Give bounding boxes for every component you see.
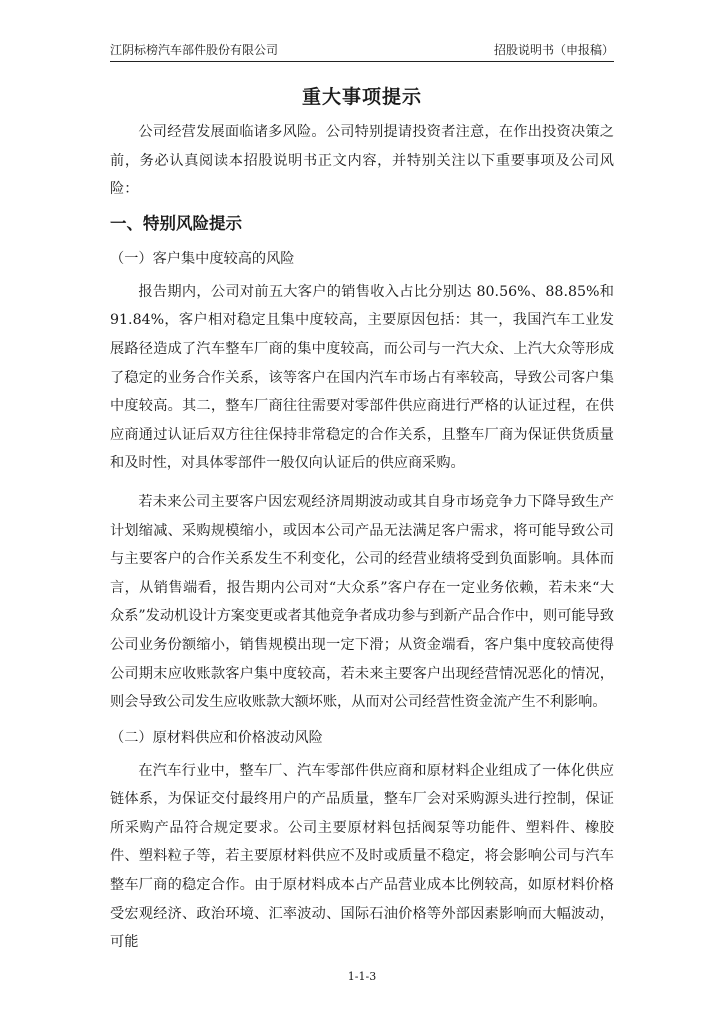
header-doc-type: 招股说明书（申报稿）: [493, 43, 614, 57]
header-company: 江阴标榜汽车部件股份有限公司: [110, 43, 279, 57]
subsection-heading-customer: （一）客户集中度较高的风险: [110, 250, 295, 267]
intro-paragraph: 公司经营发展面临诸多风险。公司特别提请投资者注意，在作出投资决策之前，务必认真阅读本招股说明书正文内容，并特别关注以下重要事项及公司风险：: [110, 124, 614, 198]
section-heading: 一、特别风险提示: [110, 213, 242, 233]
subsection-heading-material: （二）原材料供应和价格波动风险: [110, 729, 323, 746]
page-title: 重大事项提示: [301, 86, 422, 108]
main-content: [110, 118, 614, 957]
paragraph-customer-1: 报告期内，公司对前五大客户的销售收入占比分别达 80.56%、88.85%和91.84%，客户相对稳定且集中度较高，主要原因包括：其一，我国汽车工业发展路径造成了汽车整车厂商的集中度较高，而公司与一汽大众、上汽大众等形成了稳定的业务合作关系，该等客户在国内汽车市场占有率较高，导致公司客户集中度较高。其二，整车厂商往往需要对零部件供应商进行严格的认证过程，在供应商通过认证后双方往往保持非常稳定的合作关系，且整车厂商为保证供货质量和及时性，对具体零部件一般仅向认证后的供应商采购。: [110, 283, 614, 472]
page-header: [110, 36, 614, 62]
paragraph-customer-2: 若未来公司主要客户因宏观经济周期波动或其自身市场竞争力下降导致生产计划缩减、采购规模缩小，或因本公司产品无法满足客户需求，将可能导致公司与主要客户的合作关系发生不利变化，公司的经营业绩将受到负面影响。具体而言，从销售端看，报告期内公司对“大众系”客户存在一定业务依赖，若未来“大众系”发动机设计方案变更或者其他竞争者成功参与到新产品合作中，则可能导致公司业务份额缩小，销售规模出现一定下滑；从资金端看，客户集中度较高使得公司期末应收账款客户集中度较高，若未来主要客户出现经营情况恶化的情况，则会导致公司发生应收账款大额坏账，从而对公司经营性资金流产生不利影响。: [110, 493, 614, 711]
page-number: 1-1-3: [347, 970, 377, 983]
paragraph-material-1: 在汽车行业中，整车厂、汽车零部件供应商和原材料企业组成了一体化供应链体系，为保证交付最终用户的产品质量，整车厂会对采购源头进行控制，保证所采购产品符合规定要求。公司主要原材料包括阀泵等功能件、塑料件、橡胶件、塑料粒子等，若主要原材料供应不及时或质量不稳定，将会影响公司与汽车整车厂商的稳定合作。由于原材料成本占产品营业成本比例较高，如原材料价格受宏观经济、政治环境、汇率波动、国际石油价格等外部因素影响而大幅波动，可能: [110, 762, 614, 951]
